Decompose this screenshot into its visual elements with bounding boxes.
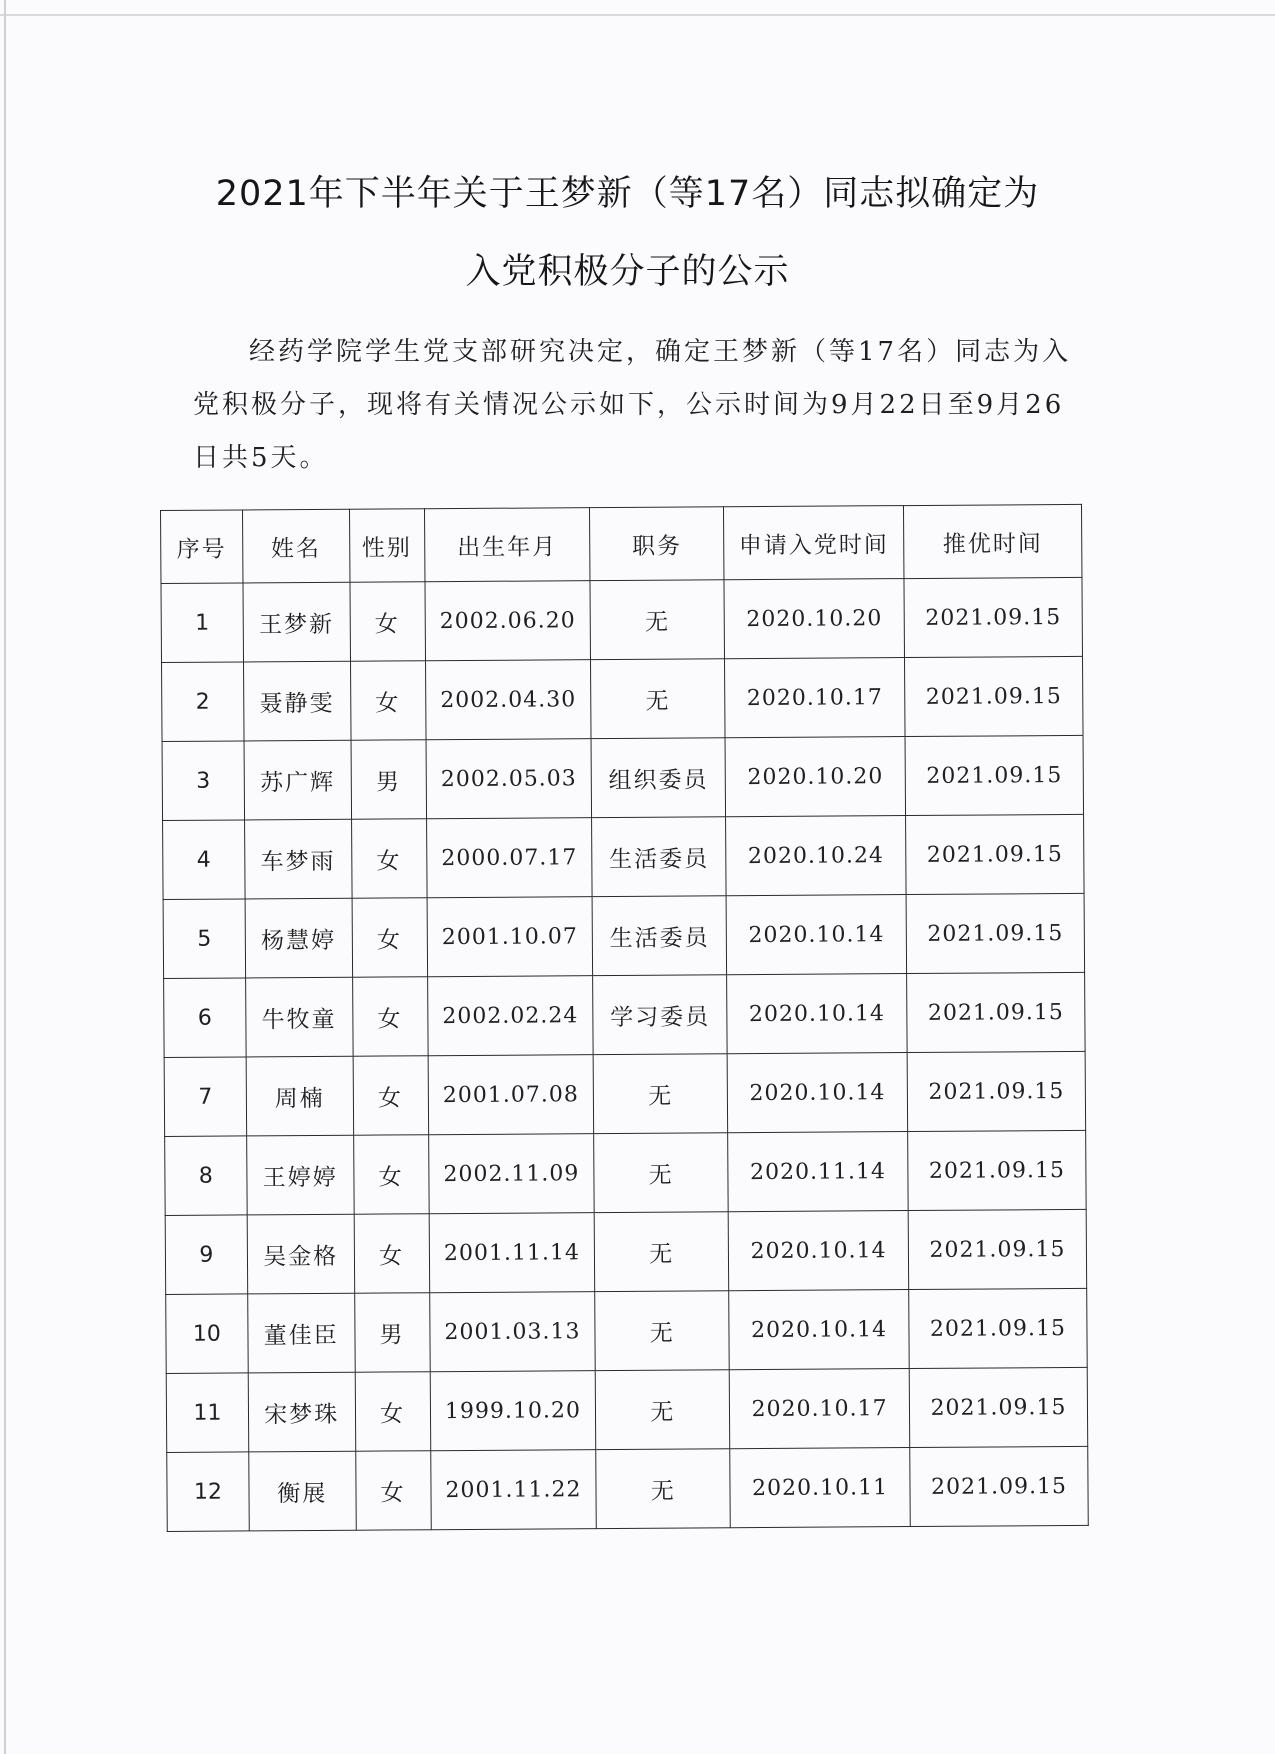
cell-name: 衡展 [249,1451,356,1531]
table-row [164,972,1086,1057]
cell-position: 无 [596,1449,730,1529]
cell-index: 1 [161,583,243,663]
cell-index: 2 [162,662,244,742]
header-birth-date: 出生年月 [424,508,590,582]
cell-recommendation-date: 2021.09.15 [908,1130,1086,1210]
cell-recommendation-date: 2021.09.15 [907,1051,1085,1131]
cell-application-date: 2020.10.24 [726,816,906,896]
table-row [165,1130,1087,1215]
cell-name: 苏广辉 [244,740,351,820]
table-row [164,1051,1086,1136]
cell-application-date: 2020.10.14 [727,974,907,1054]
cell-index: 4 [163,820,245,900]
document-title-line-2: 入党积极分子的公示 [465,252,790,292]
cell-recommendation-date: 2021.09.15 [909,1367,1087,1447]
cell-position: 无 [595,1291,729,1371]
cell-index: 5 [163,899,245,979]
cell-name: 吴金格 [247,1214,354,1294]
cell-application-date: 2020.10.17 [725,658,905,738]
cell-name: 牛牧童 [245,977,352,1057]
header-gender: 性别 [349,509,424,582]
cell-application-date: 2020.10.14 [726,895,906,975]
cell-position: 无 [595,1212,729,1292]
cell-index: 11 [166,1373,248,1453]
table-row [167,1446,1089,1531]
cell-index: 9 [165,1215,247,1295]
cell-recommendation-date: 2021.09.15 [907,972,1085,1052]
cell-birth-date: 2002.02.24 [427,976,593,1056]
cell-gender: 女 [350,661,425,740]
cell-position: 无 [594,1133,728,1213]
candidate-table [160,504,1089,1532]
cell-gender: 女 [355,1372,430,1451]
scan-edge-top [0,14,1275,16]
table-row [162,735,1084,820]
cell-application-date: 2020.10.14 [728,1211,908,1291]
table-row [163,814,1085,899]
cell-index: 12 [167,1452,249,1532]
cell-position: 生活委员 [592,817,726,897]
table-row [162,656,1084,741]
cell-recommendation-date: 2021.09.15 [908,1209,1086,1289]
cell-name: 王梦新 [243,582,350,662]
cell-recommendation-date: 2021.09.15 [905,735,1083,815]
cell-index: 3 [162,741,244,821]
cell-name: 车梦雨 [244,819,351,899]
table-header-row [161,504,1082,583]
cell-gender: 女 [354,1214,429,1293]
cell-birth-date: 2002.06.20 [425,581,591,661]
cell-birth-date: 2002.05.03 [426,739,592,819]
cell-index: 6 [164,978,246,1058]
cell-application-date: 2020.10.14 [727,1053,907,1133]
table-row [161,577,1083,662]
table-row [166,1288,1088,1373]
cell-position: 无 [591,659,725,739]
cell-position: 生活委员 [593,896,727,976]
cell-name: 聂静雯 [243,661,350,741]
cell-application-date: 2020.10.17 [729,1369,909,1449]
announcement-paragraph: 经药学院学生党支部研究决定，确定王梦新（等17名）同志为入党积极分子，现将有关情况公示如下，公示时间为9月22日至9月26日共5天。 [193,337,1072,473]
cell-name: 杨慧婷 [245,898,352,978]
cell-index: 7 [164,1057,246,1137]
cell-birth-date: 1999.10.20 [430,1371,596,1451]
table-row [165,1209,1087,1294]
cell-gender: 女 [353,1056,428,1135]
header-index: 序号 [161,510,243,584]
cell-recommendation-date: 2021.09.15 [904,577,1082,657]
cell-application-date: 2020.11.14 [728,1132,908,1212]
cell-recommendation-date: 2021.09.15 [909,1288,1087,1368]
table-row [163,893,1085,978]
cell-position: 无 [594,1054,728,1134]
header-recommendation-date: 推优时间 [904,504,1082,578]
cell-index: 8 [165,1136,247,1216]
cell-birth-date: 2001.10.07 [427,897,593,977]
cell-gender: 女 [355,1451,430,1530]
cell-position: 组织委员 [591,738,725,818]
cell-name: 王婷婷 [247,1135,354,1215]
cell-birth-date: 2002.04.30 [425,660,591,740]
cell-gender: 女 [353,1135,428,1214]
cell-recommendation-date: 2021.09.15 [905,656,1083,736]
cell-position: 无 [590,580,724,660]
header-application-date: 申请入党时间 [724,506,904,580]
table-body [161,577,1088,1531]
cell-birth-date: 2001.11.14 [429,1213,595,1293]
cell-recommendation-date: 2021.09.15 [910,1446,1088,1526]
cell-application-date: 2020.10.11 [730,1448,910,1528]
cell-index: 10 [166,1294,248,1374]
cell-birth-date: 2001.11.22 [430,1450,596,1530]
cell-name: 宋梦珠 [248,1372,355,1452]
cell-application-date: 2020.10.14 [729,1290,909,1370]
cell-gender: 女 [351,819,426,898]
cell-name: 周楠 [246,1056,353,1136]
header-name: 姓名 [242,509,349,583]
cell-gender: 女 [352,977,427,1056]
cell-recommendation-date: 2021.09.15 [906,814,1084,894]
cell-gender: 男 [354,1293,429,1372]
table-row [166,1367,1088,1452]
header-position: 职务 [590,507,724,581]
cell-name: 董佳臣 [248,1293,355,1373]
cell-birth-date: 2001.07.08 [428,1055,594,1135]
cell-gender: 女 [350,582,425,661]
cell-gender: 女 [352,898,427,977]
cell-position: 学习委员 [593,975,727,1055]
cell-position: 无 [596,1370,730,1450]
cell-application-date: 2020.10.20 [725,737,905,817]
cell-birth-date: 2001.03.13 [429,1292,595,1372]
cell-recommendation-date: 2021.09.15 [906,893,1084,973]
cell-birth-date: 2002.11.09 [428,1134,594,1214]
cell-gender: 男 [351,740,426,819]
cell-application-date: 2020.10.20 [724,579,904,659]
document-title-line-1: 2021年下半年关于王梦新（等17名）同志拟确定为 [215,174,1040,214]
cell-birth-date: 2000.07.17 [426,818,592,898]
